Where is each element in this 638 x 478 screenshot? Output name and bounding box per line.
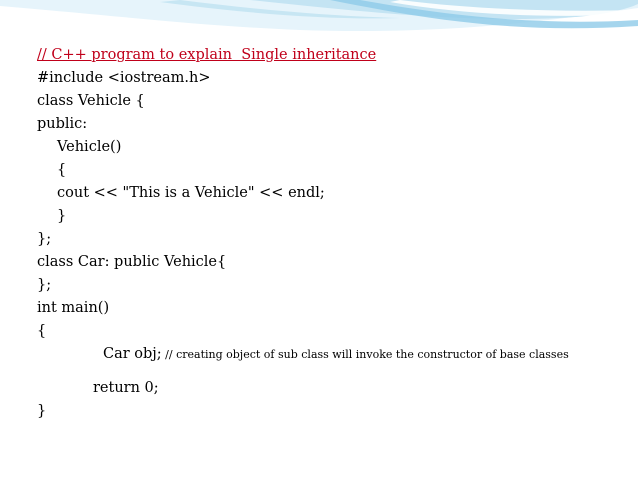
code-line-11: }; — [37, 277, 52, 293]
code-line-13: { — [37, 323, 47, 339]
code-line-7: cout << "This is a Vehicle" << endl; — [57, 185, 325, 201]
code-line-10: class Car: public Vehicle{ — [37, 254, 227, 270]
code-inline-comment: // creating object of sub class will invoke the constructor of base classes — [161, 348, 569, 361]
code-line-1 — [37, 43, 376, 67]
code-line-14 — [103, 342, 569, 366]
code-block — [37, 43, 569, 419]
code-line-9: }; — [37, 231, 52, 247]
code-line-4: public: — [37, 116, 88, 132]
code-line-15: return 0; — [93, 380, 159, 396]
code-line-6: { — [57, 162, 67, 178]
code-line-3: class Vehicle { — [37, 93, 145, 109]
code-line-16: } — [37, 403, 47, 419]
code-line-2: #include <iostream.h> — [37, 70, 211, 86]
code-comment: // C++ program to explain Single inheritance — [37, 47, 377, 63]
code-line-5: Vehicle() — [57, 139, 122, 155]
code-line-12: int main() — [37, 300, 110, 316]
code-line-8: } — [57, 208, 67, 224]
code-statement: Car obj; — [103, 346, 162, 362]
